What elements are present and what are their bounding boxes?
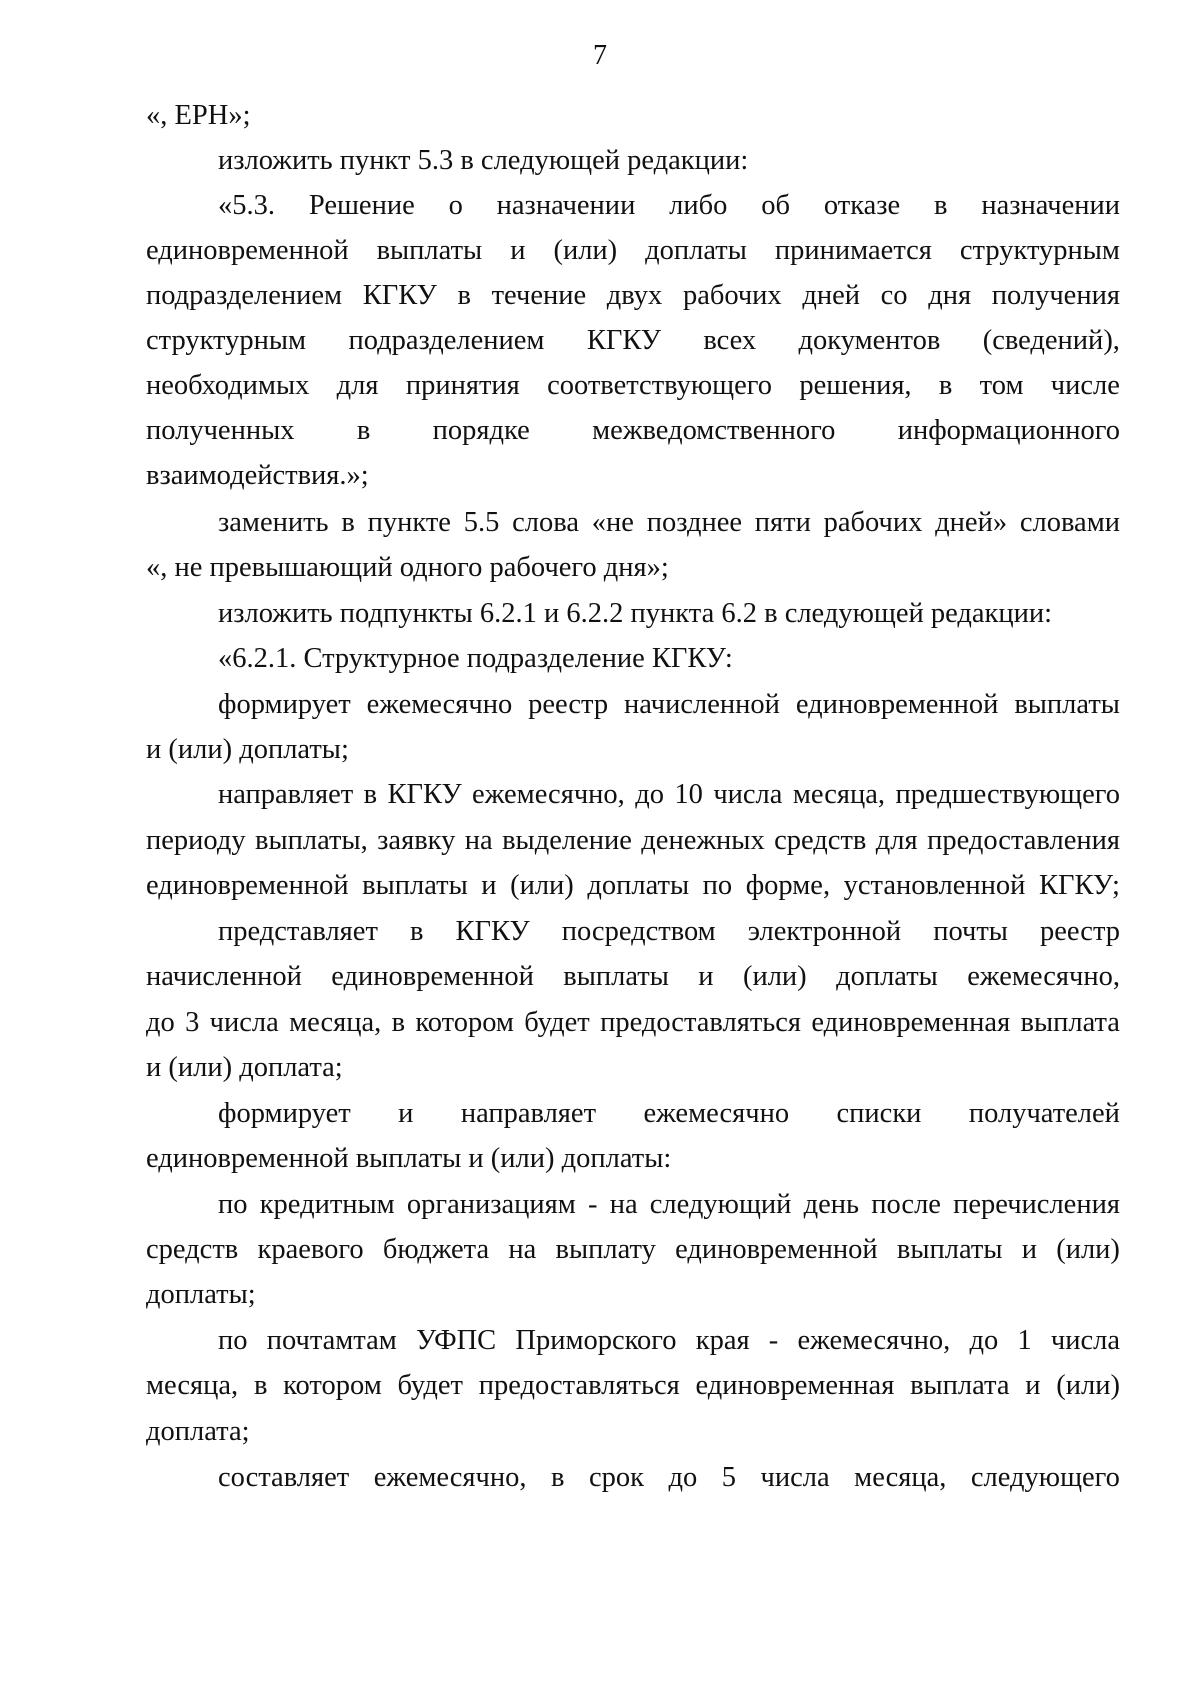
word: кредитным (259, 1189, 395, 1220)
word: назначении (981, 190, 1120, 221)
word: месяца, (792, 779, 886, 810)
word: структурным (146, 325, 307, 356)
word: числа (760, 1462, 830, 1493)
word: и (510, 235, 526, 266)
text-line (146, 233, 1120, 269)
word: единовременной (331, 961, 534, 992)
word: денежных (641, 825, 765, 856)
text-line (218, 1096, 1120, 1132)
word: представляет (218, 916, 378, 947)
text-line: доплата; (146, 1416, 250, 1447)
word: на (609, 1189, 638, 1220)
word: единовременной (146, 870, 349, 901)
word: в (363, 779, 378, 810)
text-line: изложить подпункты 6.2.1 и 6.2.2 пункта 6.2 в следующей редакции: (218, 598, 1053, 629)
word: выплаты, (255, 825, 368, 856)
word: день (803, 1189, 860, 1220)
word: КГКУ (455, 916, 530, 947)
word: и (698, 961, 714, 992)
word: ежемесячно, (797, 1325, 951, 1356)
text-line (218, 777, 1120, 813)
word: числа (1050, 1325, 1120, 1356)
word: единовременная (695, 1370, 895, 1401)
word: отказе (823, 190, 901, 221)
word: «5.3. (218, 190, 275, 221)
word: до (146, 1007, 175, 1038)
word: месяца, (289, 1007, 382, 1038)
word: ежемесячно, (472, 779, 625, 810)
word: следующего (970, 1462, 1120, 1493)
word: направляет (218, 779, 354, 810)
word: течение (491, 280, 587, 311)
word: выплаты (563, 961, 669, 992)
word: в (457, 280, 471, 311)
word: предшествующего (895, 779, 1120, 810)
word: том (979, 370, 1024, 401)
word: Решение (308, 190, 415, 221)
word: доплаты (836, 961, 938, 992)
word: предоставления (927, 825, 1120, 856)
word: КГКУ (362, 280, 437, 311)
word: единовременная (811, 1007, 1011, 1038)
word: КГКУ; (1039, 870, 1120, 901)
word: реестр (1040, 916, 1120, 947)
word: 10 (674, 779, 703, 810)
word: слова (512, 507, 579, 538)
word: срок (588, 1462, 644, 1493)
word: доплаты (587, 870, 690, 901)
text-line: «, ЕРН»; (146, 100, 251, 131)
word: в (341, 507, 355, 538)
word: реестр (528, 689, 609, 720)
word: в (391, 1007, 406, 1038)
word: установленной (843, 870, 1026, 901)
word: до (969, 1325, 999, 1356)
word: перечисления (953, 1189, 1120, 1220)
word: списки (836, 1098, 922, 1129)
page-number: 7 (593, 40, 607, 71)
word: числа (209, 1007, 279, 1038)
text-line (218, 188, 1120, 224)
word: средств (774, 825, 867, 856)
word: (или) (1056, 1234, 1120, 1265)
word: (сведений), (982, 325, 1120, 356)
word: (или) (1056, 1370, 1120, 1401)
word: числе (1050, 370, 1120, 401)
word: (или) (742, 961, 807, 992)
word: соответствующего (547, 370, 773, 401)
word: для (336, 370, 379, 401)
word: выплаты (1014, 689, 1120, 720)
word: по (702, 870, 733, 901)
word: назначении (496, 190, 636, 221)
word: месяца, (146, 1370, 239, 1401)
word: посредством (561, 916, 716, 947)
word: единовременной (675, 1234, 878, 1265)
word: со (880, 280, 908, 311)
word: полученных (146, 415, 295, 446)
word: края (695, 1325, 750, 1356)
word: двух (606, 280, 663, 311)
word: будет (397, 1370, 463, 1401)
text-line: и (или) доплаты; (146, 734, 349, 765)
word: до (635, 779, 664, 810)
text-line (146, 1368, 1120, 1404)
word: подразделением (348, 325, 545, 356)
word: «не (591, 507, 634, 538)
text-line (146, 323, 1120, 359)
text-line (146, 823, 1120, 859)
word: периоду (146, 825, 246, 856)
word: на (464, 825, 493, 856)
text-line (218, 1187, 1120, 1223)
word: числа (713, 779, 783, 810)
word: об (761, 190, 791, 221)
word: пяти (754, 507, 811, 538)
word: выплаты (376, 235, 483, 266)
word: информационного (897, 415, 1120, 446)
word: бюджета (382, 1234, 490, 1265)
text-line (146, 1005, 1120, 1041)
word: выплату (555, 1234, 656, 1265)
word: заявку (377, 825, 456, 856)
word: почты (933, 916, 1008, 947)
text-line: и (или) доплата; (146, 1052, 343, 1083)
word: получателей (968, 1098, 1120, 1129)
word: позднее (646, 507, 742, 538)
word: КГКУ (586, 325, 661, 356)
word: составляет (218, 1462, 350, 1493)
word: принимается (774, 235, 932, 266)
word: краевого (257, 1234, 364, 1265)
word: Приморского (515, 1325, 677, 1356)
word: средств (146, 1234, 239, 1265)
word: в (356, 415, 371, 446)
word: для (875, 825, 918, 856)
word: либо (669, 190, 728, 221)
word: структурным (959, 235, 1120, 266)
word: начисленной (146, 961, 302, 992)
word: предоставляться (600, 1007, 802, 1038)
word: дней» (935, 507, 1008, 538)
word: в (551, 1462, 565, 1493)
word: рабочих (823, 507, 923, 538)
word: 3 (185, 1007, 200, 1038)
word: месяца, (854, 1462, 947, 1493)
word: единовременной (146, 235, 349, 266)
word: начисленной (624, 689, 780, 720)
word: форме, (745, 870, 831, 901)
text-line: единовременной выплаты и (или) доплаты: (146, 1143, 672, 1174)
word: дней (802, 280, 860, 311)
word: необходимых (146, 370, 310, 401)
word: формирует (218, 689, 351, 720)
word: 1 (1017, 1325, 1032, 1356)
text-line (146, 1232, 1120, 1268)
word: формирует (218, 1098, 351, 1129)
text-line (146, 368, 1120, 404)
text-line (146, 959, 1120, 995)
word: заменить (218, 507, 329, 538)
word: выплата (910, 1370, 1010, 1401)
text-line (218, 1460, 1120, 1496)
word: организациям (406, 1189, 576, 1220)
word: в (938, 370, 953, 401)
word: - (768, 1325, 779, 1356)
word: и (398, 1098, 414, 1129)
word: словами (1019, 507, 1120, 538)
word: (или) (510, 870, 574, 901)
word: выплата (1020, 1007, 1120, 1038)
text-line (218, 687, 1120, 723)
word: КГКУ (387, 779, 462, 810)
word: решения, (799, 370, 912, 401)
word: после (871, 1189, 941, 1220)
word: и (1021, 1234, 1037, 1265)
word: в (934, 190, 948, 221)
word: в (253, 1370, 268, 1401)
word: почтамтам (266, 1325, 397, 1356)
word: пункте (367, 507, 451, 538)
word: будет (524, 1007, 590, 1038)
text-line (146, 868, 1120, 904)
word: ежемесячно, (967, 961, 1120, 992)
text-line (146, 278, 1120, 314)
word: подразделением (146, 280, 343, 311)
text-line (218, 1323, 1120, 1359)
word: 5.5 (463, 507, 500, 538)
word: дня (928, 280, 972, 311)
word: по (218, 1325, 248, 1356)
word: направляет (460, 1098, 597, 1129)
word: документов (798, 325, 941, 356)
word: единовременной (795, 689, 999, 720)
word: о (448, 190, 463, 221)
word: выделение (502, 825, 632, 856)
text-line: взаимодействия.»; (146, 460, 369, 491)
word: порядке (432, 415, 530, 446)
word: ежемесячно (643, 1098, 790, 1129)
word: электронной (747, 916, 902, 947)
text-line: доплаты; (146, 1279, 256, 1310)
word: котором (283, 1370, 382, 1401)
word: рабочих (682, 280, 782, 311)
word: УФПС (416, 1325, 497, 1356)
text-line (146, 413, 1120, 449)
word: до (668, 1462, 698, 1493)
word: выплаты (896, 1234, 1003, 1265)
word: 5 (721, 1462, 737, 1493)
text-line: «, не превышающий одного рабочего дня»; (146, 552, 669, 583)
word: межведомственного (592, 415, 836, 446)
word: - (588, 1189, 598, 1220)
word: по (218, 1189, 248, 1220)
word: (или) (553, 235, 618, 266)
word: предоставляться (478, 1370, 680, 1401)
word: следующий (649, 1189, 792, 1220)
word: доплаты (645, 235, 747, 266)
word: всех (703, 325, 757, 356)
word: ежемесячно, (373, 1462, 527, 1493)
word: и (1025, 1370, 1041, 1401)
word: получения (991, 280, 1120, 311)
text-line: изложить пункт 5.3 в следующей редакции: (218, 145, 749, 176)
word: выплаты (362, 870, 468, 901)
word: ежемесячно (366, 689, 513, 720)
text-line: «6.2.1. Структурное подразделение КГКУ: (218, 643, 733, 674)
word: котором (415, 1007, 514, 1038)
word: принятия (405, 370, 520, 401)
text-line (218, 505, 1120, 541)
text-line (218, 914, 1120, 950)
word: и (481, 870, 497, 901)
word: на (508, 1234, 537, 1265)
word: в (409, 916, 424, 947)
